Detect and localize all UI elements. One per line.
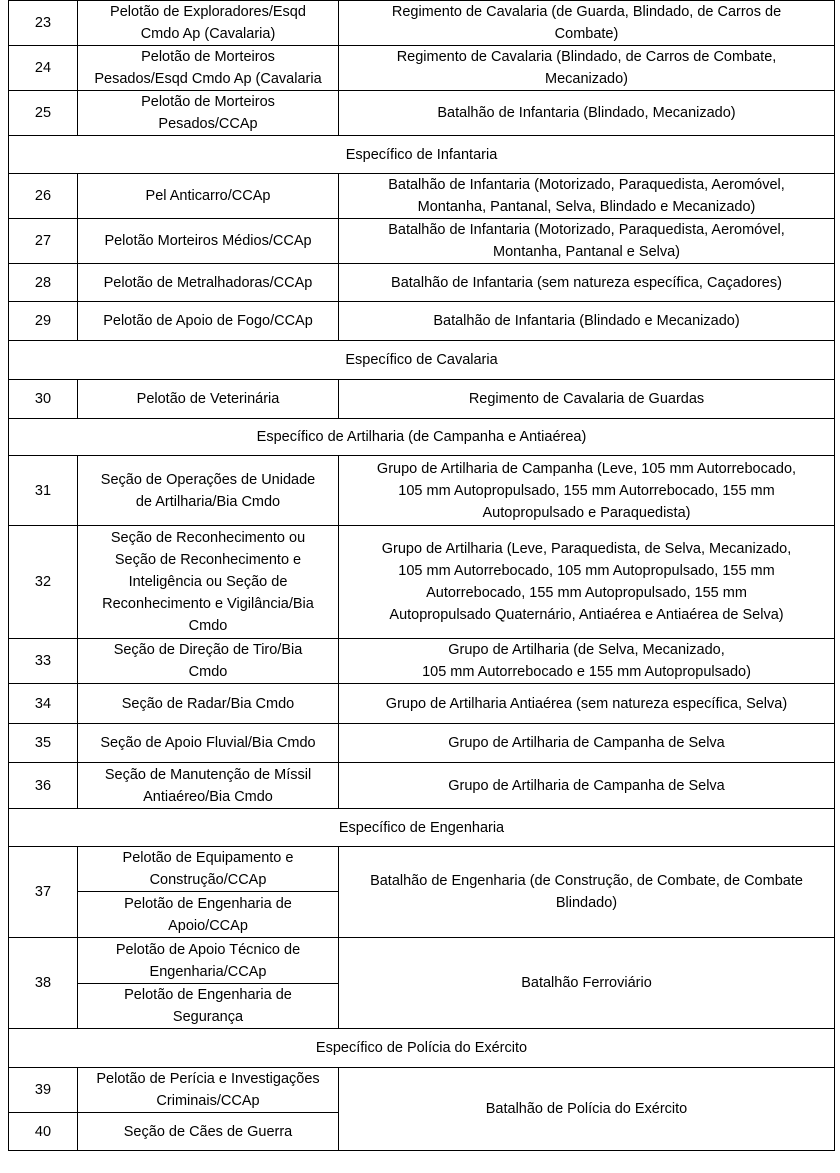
table-row (9, 847, 835, 892)
text-line: Pelotão de Engenharia de (124, 895, 292, 912)
table-row (9, 639, 835, 684)
text-line: Autopropulsado e Paraquedista) (482, 504, 691, 521)
unit-cell (78, 892, 339, 938)
unit-cell (78, 526, 339, 639)
text-line: Batalhão de Infantaria (Motorizado, Paraquedista, Aeromóvel, (388, 222, 785, 238)
row-number: 40 (9, 1113, 78, 1151)
row-number: 39 (9, 1068, 78, 1113)
row-number: 37 (9, 847, 78, 938)
row-number: 31 (9, 456, 78, 526)
text-line: Pelotão de Perícia e Investigações (96, 1071, 320, 1087)
section-row (9, 136, 835, 174)
organization-cell: Grupo de Artilharia de Campanha de Selva (339, 724, 835, 763)
table-row (9, 264, 835, 302)
text-line: Grupo de Artilharia (de Selva, Mecanizado, (448, 642, 725, 658)
organization-cell: Batalhão de Infantaria (sem natureza específica, Caçadores) (339, 264, 835, 302)
text-line: Grupo de Artilharia de Campanha (Leve, 105 mm Autorrebocado, (376, 460, 797, 477)
table-row (9, 724, 835, 763)
text-line: Reconhecimento e Vigilância/Bia (102, 596, 314, 612)
organization-cell (339, 46, 835, 91)
text-line: Antiaéreo/Bia Cmdo (143, 788, 273, 805)
unit-cell (78, 1, 339, 46)
unit-cell: Seção de Cães de Guerra (78, 1113, 339, 1151)
table-row (9, 763, 835, 809)
unit-cell (78, 984, 339, 1029)
organization-cell (339, 1, 835, 46)
table-row (9, 380, 835, 419)
table-row (9, 174, 835, 219)
table-row (9, 46, 835, 91)
text-line: Pesados/Esqd Cmdo Ap (Cavalaria (94, 71, 322, 87)
units-table (8, 0, 835, 1151)
organization-cell: Regimento de Cavalaria de Guardas (339, 380, 835, 419)
unit-cell (78, 46, 339, 91)
row-number: 34 (9, 684, 78, 724)
text-line: Autorrebocado, 155 mm Autopropulsado, 155 mm (426, 585, 747, 601)
organization-cell: Batalhão de Infantaria (Blindado, Mecanizado) (339, 91, 835, 136)
text-line: Seção de Reconhecimento ou (110, 530, 306, 546)
unit-cell (78, 763, 339, 809)
text-line: Regimento de Cavalaria (Blindado, de Carros de Combate, (396, 49, 777, 65)
text-line: Cmdo (188, 664, 228, 680)
unit-cell: Seção de Apoio Fluvial/Bia Cmdo (78, 724, 339, 763)
unit-cell (78, 847, 339, 892)
text-line: Segurança (172, 1009, 244, 1025)
text-line: Cmdo (188, 618, 228, 634)
text-line: Engenharia/CCAp (149, 963, 267, 980)
unit-cell (78, 639, 339, 684)
text-line: Pesados/CCAp (158, 116, 258, 132)
unit-cell (78, 938, 339, 984)
section-row (9, 1029, 835, 1068)
text-line: Pelotão de Morteiros (141, 94, 275, 110)
text-line: Seção de Direção de Tiro/Bia (113, 642, 303, 658)
table-row (9, 219, 835, 264)
unit-cell (78, 91, 339, 136)
text-line: 105 mm Autopropulsado, 155 mm Autorrebocado, 155 mm (398, 482, 775, 499)
table-row (9, 1, 835, 46)
text-line: Pelotão de Morteiros (141, 49, 275, 65)
unit-cell: Pelotão Morteiros Médios/CCAp (78, 219, 339, 264)
organization-cell (339, 847, 835, 938)
text-line: Inteligência ou Seção de (128, 574, 288, 590)
unit-cell: Pelotão de Veterinária (78, 380, 339, 419)
row-number: 36 (9, 763, 78, 809)
text-line: Montanha, Pantanal e Selva) (492, 244, 680, 260)
text-line: Pelotão de Exploradores/Esqd (110, 4, 306, 20)
text-line: Combate) (554, 26, 619, 42)
row-number: 38 (9, 938, 78, 1029)
text-line: Seção de Reconhecimento e (114, 552, 302, 568)
organization-cell (339, 526, 835, 639)
organization-cell: Batalhão de Infantaria (Blindado e Mecanizado) (339, 302, 835, 341)
organization-cell: Batalhão Ferroviário (339, 938, 835, 1029)
unit-cell: Seção de Radar/Bia Cmdo (78, 684, 339, 724)
table-row (9, 938, 835, 984)
row-number: 23 (9, 1, 78, 46)
organization-cell: Batalhão de Polícia do Exército (339, 1068, 835, 1151)
text-line: Montanha, Pantanal, Selva, Blindado e Mecanizado) (417, 199, 756, 215)
table-row (9, 91, 835, 136)
table-row (9, 684, 835, 724)
unit-cell: Pelotão de Metralhadoras/CCAp (78, 264, 339, 302)
text-line: Regimento de Cavalaria (de Guarda, Blindado, de Carros de (391, 4, 782, 20)
text-line: Cmdo Ap (Cavalaria) (140, 26, 276, 42)
row-number: 25 (9, 91, 78, 136)
text-line: Construção/CCAp (149, 872, 267, 888)
text-line: Autopropulsado Quaternário, Antiaérea e Antiaérea de Selva) (389, 607, 784, 623)
organization-cell: Grupo de Artilharia de Campanha de Selva (339, 763, 835, 809)
section-heading: Específico de Infantaria (9, 136, 835, 174)
unit-cell: Pel Anticarro/CCAp (78, 174, 339, 219)
section-row (9, 341, 835, 380)
section-heading: Específico de Artilharia (de Campanha e Antiaérea) (9, 419, 835, 456)
text-line: Pelotão de Equipamento e (122, 850, 294, 866)
organization-cell (339, 456, 835, 526)
unit-cell (78, 456, 339, 526)
text-line: 105 mm Autorrebocado e 155 mm Autopropulsado) (422, 664, 751, 680)
unit-cell: Pelotão de Apoio de Fogo/CCAp (78, 302, 339, 341)
text-line: Batalhão de Infantaria (Motorizado, Paraquedista, Aeromóvel, (388, 177, 785, 193)
table-row (9, 456, 835, 526)
section-heading: Específico de Polícia do Exército (9, 1029, 835, 1068)
table-row (9, 302, 835, 341)
text-line: 105 mm Autorrebocado, 105 mm Autopropulsado, 155 mm (398, 563, 775, 579)
unit-cell (78, 1068, 339, 1113)
organization-cell (339, 219, 835, 264)
text-line: Pelotão de Apoio Técnico de (115, 941, 301, 958)
row-number: 26 (9, 174, 78, 219)
text-line: Grupo de Artilharia (Leve, Paraquedista, de Selva, Mecanizado, (381, 541, 792, 557)
text-line: Seção de Manutenção de Míssil (104, 766, 312, 783)
section-row (9, 809, 835, 847)
row-number: 33 (9, 639, 78, 684)
text-line: Seção de Operações de Unidade (100, 471, 316, 488)
organization-cell: Grupo de Artilharia Antiaérea (sem natureza específica, Selva) (339, 684, 835, 724)
text-line: Mecanizado) (544, 71, 628, 87)
text-line: Criminais/CCAp (156, 1093, 260, 1109)
row-number: 27 (9, 219, 78, 264)
table-row (9, 1068, 835, 1113)
text-line: Blindado) (555, 895, 618, 911)
section-heading: Específico de Cavalaria (9, 341, 835, 380)
organization-cell (339, 174, 835, 219)
text-line: Pelotão de Engenharia de (124, 987, 292, 1003)
row-number: 32 (9, 526, 78, 639)
row-number: 30 (9, 380, 78, 419)
section-heading: Específico de Engenharia (9, 809, 835, 847)
section-row (9, 419, 835, 456)
table-row (9, 526, 835, 639)
text-line: Apoio/CCAp (168, 917, 248, 934)
row-number: 35 (9, 724, 78, 763)
row-number: 24 (9, 46, 78, 91)
text-line: de Artilharia/Bia Cmdo (135, 493, 281, 510)
organization-cell (339, 639, 835, 684)
row-number: 29 (9, 302, 78, 341)
text-line: Batalhão de Engenharia (de Construção, de Combate, de Combate (370, 873, 803, 889)
row-number: 28 (9, 264, 78, 302)
